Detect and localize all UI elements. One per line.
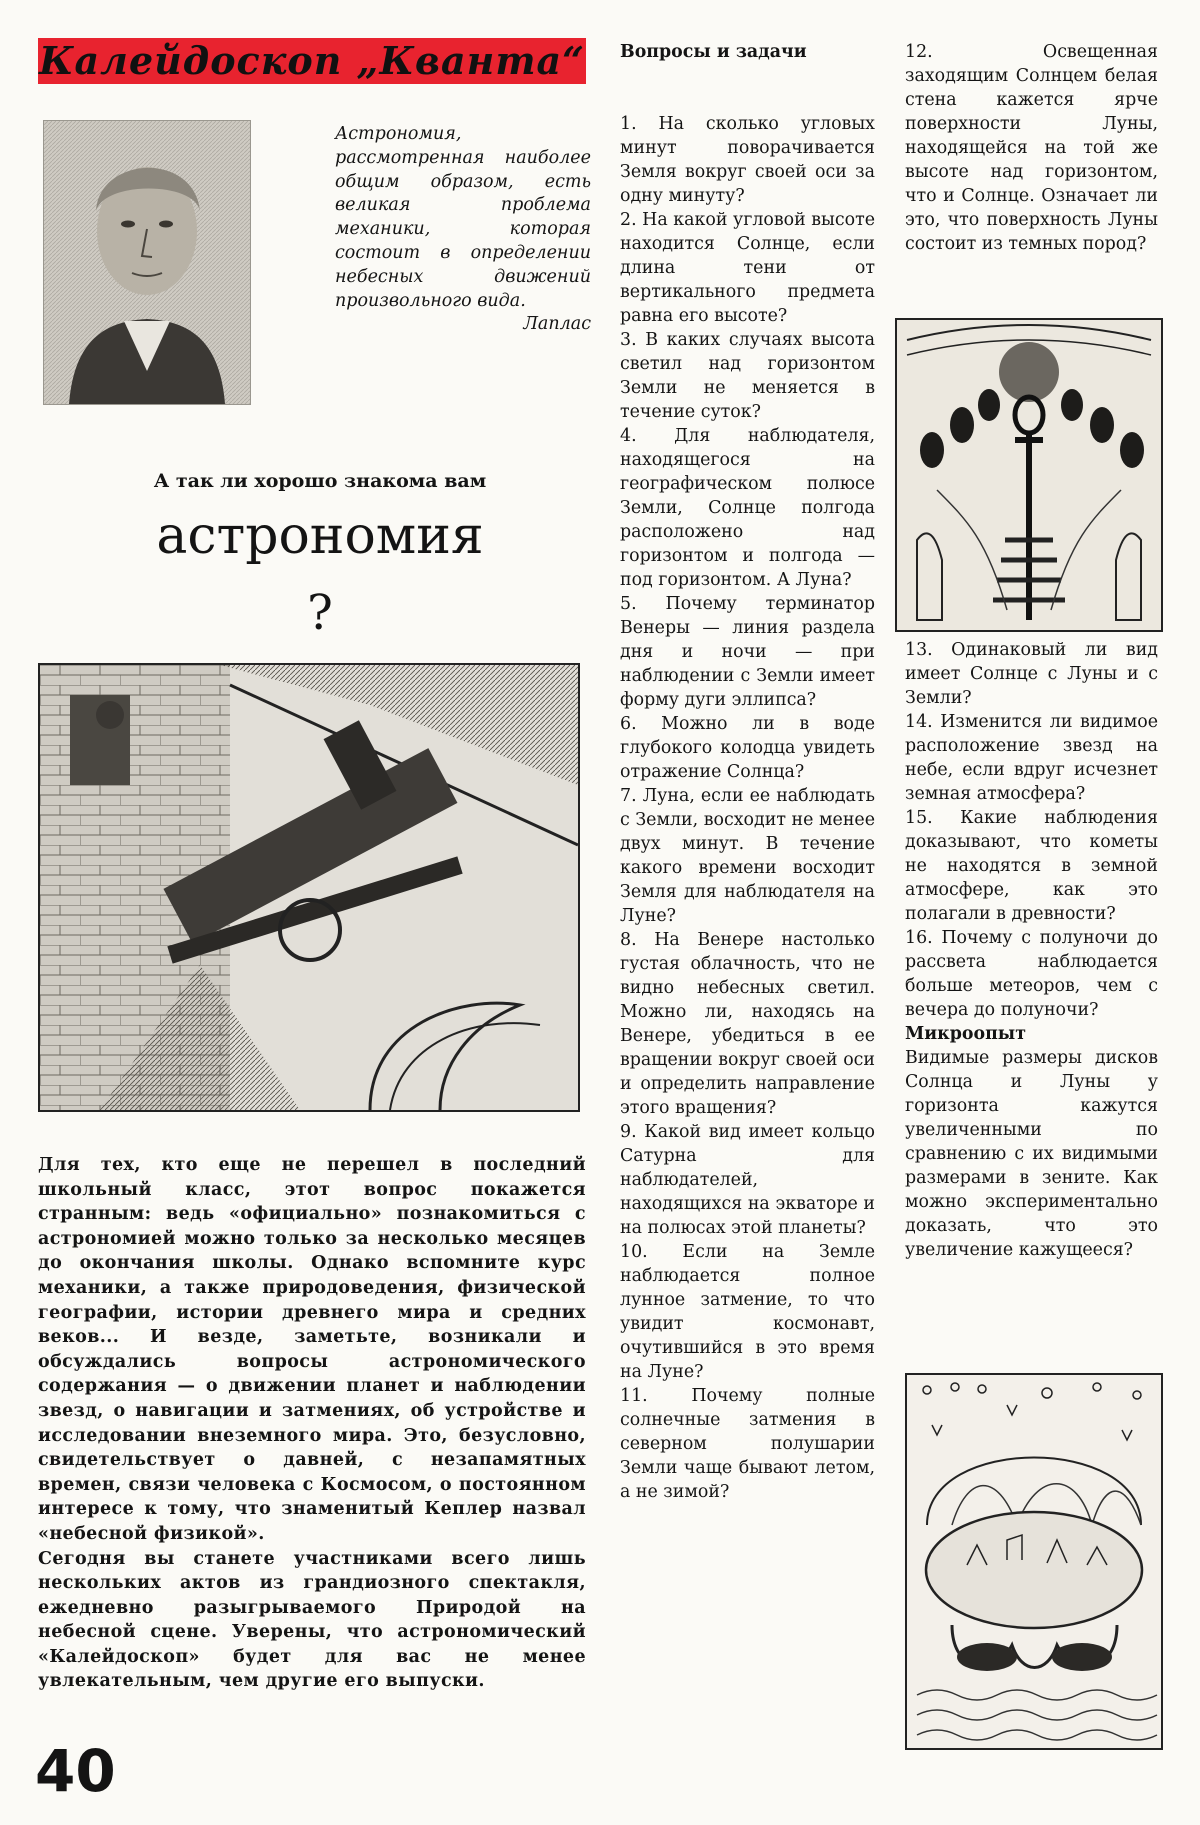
banner-title: Калейдоскоп „Кванта“ (38, 38, 586, 83)
laplace-portrait (43, 120, 251, 405)
question-item: 16. Почему с полуночи до рассвета наблюдается больше метеоров, чем с вечера до полуночи? (905, 928, 1158, 1020)
page-title: астрономия (156, 506, 484, 566)
intro-text (38, 1153, 586, 1694)
question-item: 1. На сколько угловых минут поворачивается Земля вокруг своей оси за одну минуту? (620, 114, 875, 206)
question-item: 5. Почему терминатор Венеры — линия раздела дня и ночи — при наблюдении с Земли имеет форму дуги эллипса? (620, 594, 875, 710)
intro-paragraph-1: Для тех, кто еще не перешел в последний школьный класс, этот вопрос покажется странным: ведь «официально» познакомиться с астрономией можно только за несколько месяцев до окончания школы. Однако вспомните курс механики, а также природоведения, физической географии, истории древнего мира и средних веков... И везде, заметьте, возникали и обсуждались вопросы астрономического содержания — о движении планет и наблюдении звезд, о навигации и затмениях, об устройстве и исследовании внеземного мира. Это, безусловно, свидетельствует о давней, с незапамятных времен, связи человека с Космосом, о постоянном интересе к тому, что знаменитый Кеплер назвал «небесной физикой». (38, 1155, 586, 1544)
questions-heading: Вопросы и задачи (620, 42, 807, 62)
intro-paragraph-2: Сегодня вы станете участниками всего лишь нескольких актов из грандиозного спектакля, ежедневно разыгрываемого Природой на небесной сцене. Уверены, что астрономический «Калейдоскоп» будет для вас не менее увлекательным, чем другие его выпуски. (38, 1548, 586, 1692)
title-question-mark: ? (307, 585, 333, 641)
egyptian-sun-illustration (895, 318, 1163, 632)
question-item: 12. Освещенная заходящим Солнцем белая стена кажется ярче поверхности Луны, находящейся на той же высоте над горизонтом, что и Солнце. Означает ли это, что поверхность Луны состоит из темных пород? (905, 42, 1158, 254)
question-item: 3. В каких случаях высота светил над горизонтом Земли не меняется в течение суток? (620, 330, 875, 422)
flat-world-illustration (905, 1373, 1163, 1750)
page-number: 40 (35, 1737, 116, 1805)
question-item: 14. Изменится ли видимое расположение звезд на небе, если вдруг исчезнет земная атмосфера? (905, 712, 1158, 804)
question-item: 15. Какие наблюдения доказывают, что кометы не находятся в земной атмосфере, как это полагали в древности? (905, 808, 1158, 924)
questions-column-2-bottom (905, 638, 1158, 1262)
question-item: 4. Для наблюдателя, находящегося на географическом полюсе Земли, Солнце полгода расположено над горизонтом и полгода — под горизонтом. А Луна? (620, 426, 875, 590)
question-item: 7. Луна, если ее наблюдать с Земли, восходит не менее двух минут. В течение какого времени восходит Земля для наблюдателя на Луне? (620, 786, 875, 926)
questions-column-1 (620, 40, 875, 1504)
question-item: 8. На Венере настолько густая облачность, что не видно небесных светил. Можно ли, находясь на Венере, убедиться в ее вращении вокруг своей оси и определить направление этого вращения? (620, 930, 875, 1118)
epigraph (335, 123, 591, 337)
microexperiment-text: Видимые размеры дисков Солнца и Луны у горизонта кажутся увеличенными по сравнению с их видимыми размерами в зените. Как можно экспериментально доказать, что это увеличение кажущееся? (905, 1048, 1158, 1260)
question-item: 6. Можно ли в воде глубокого колодца увидеть отражение Солнца? (620, 714, 875, 782)
question-item: 2. На какой угловой высоте находится Солнце, если длина тени от вертикального предмета равна его высоте? (620, 210, 875, 326)
epigraph-author: Лаплас (523, 314, 591, 335)
telescope-illustration (38, 663, 580, 1112)
header-banner (38, 38, 586, 84)
question-item: 9. Какой вид имеет кольцо Сатурна для наблюдателей, находящихся на экваторе и на полюсах этой планеты? (620, 1122, 875, 1238)
title-kicker: А так ли хорошо знакома вам (153, 470, 487, 492)
question-item: 13. Одинаковый ли вид имеет Солнце с Луны и с Земли? (905, 640, 1158, 708)
question-item: 10. Если на Земле наблюдается полное лунное затмение, то что увидит космонавт, очутившийся в это время на Луне? (620, 1242, 875, 1382)
question-item: 11. Почему полные солнечные затмения в северном полушарии Земли чаще бывают летом, а не зимой? (620, 1386, 875, 1502)
epigraph-text: Астрономия, рассмотренная наиболее общим образом, есть великая проблема механики, которая состоит в определении небесных движений произвольного вида. (335, 124, 591, 311)
questions-column-2-top (905, 40, 1158, 256)
microexperiment-heading: Микроопыт (905, 1024, 1027, 1044)
